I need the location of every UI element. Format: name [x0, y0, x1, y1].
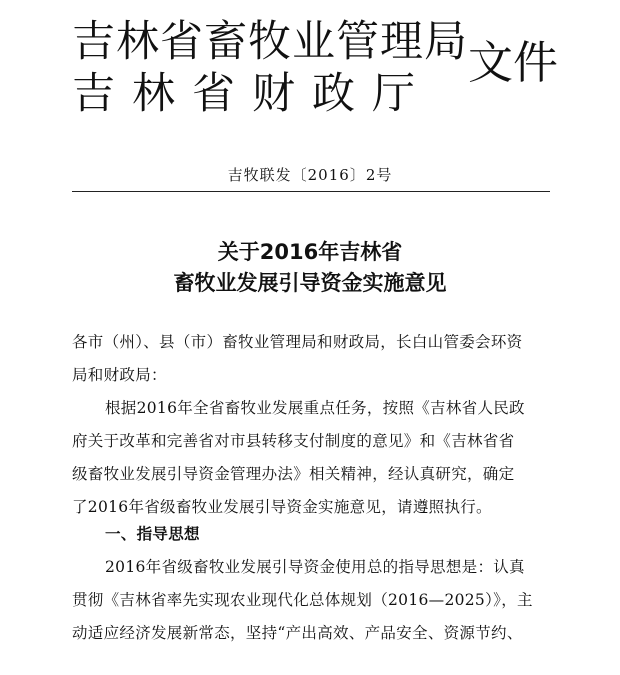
- document-title-line1: 关于2016年吉林省: [217, 240, 403, 264]
- section-heading: 一、指导思想: [105, 525, 200, 543]
- issuing-org-finance: 吉林省财政厅: [72, 69, 432, 119]
- paragraph-line: 2016年省级畜牧业发展引导资金使用总的指导思想是：认真: [105, 558, 525, 576]
- addressee-line: 局和财政局：: [72, 366, 167, 384]
- header-divider: [72, 191, 550, 192]
- document-header: [72, 12, 592, 122]
- issuing-org-animal-husbandry: 吉林省畜牧业管理局: [72, 17, 468, 67]
- paragraph-line: 贯彻《吉林省率先实现农业现代化总体规划（2016—2025）》，主: [72, 591, 533, 609]
- document-number: 吉牧联发〔2016〕2号: [227, 166, 393, 184]
- addressee-line: 各市（州）、县（市）畜牧业管理局和财政局，长白山管委会环资: [72, 333, 523, 351]
- document-type: 文件: [468, 36, 559, 89]
- paragraph-line: 动适应经济发展新常态，坚持“产出高效、产品安全、资源节约、: [72, 624, 523, 642]
- document-title-line2: 畜牧业发展引导资金实施意见: [173, 271, 447, 295]
- paragraph-line: 根据2016年全省畜牧业发展重点任务，按照《吉林省人民政: [105, 399, 525, 417]
- paragraph-line: 府关于改革和完善省对市县转移支付制度的意见》和《吉林省省: [72, 432, 515, 450]
- paragraph-line: 级畜牧业发展引导资金管理办法》相关精神，经认真研究，确定: [72, 465, 515, 483]
- paragraph-line: 了2016年省级畜牧业发展引导资金实施意见，请遵照执行。: [72, 498, 492, 516]
